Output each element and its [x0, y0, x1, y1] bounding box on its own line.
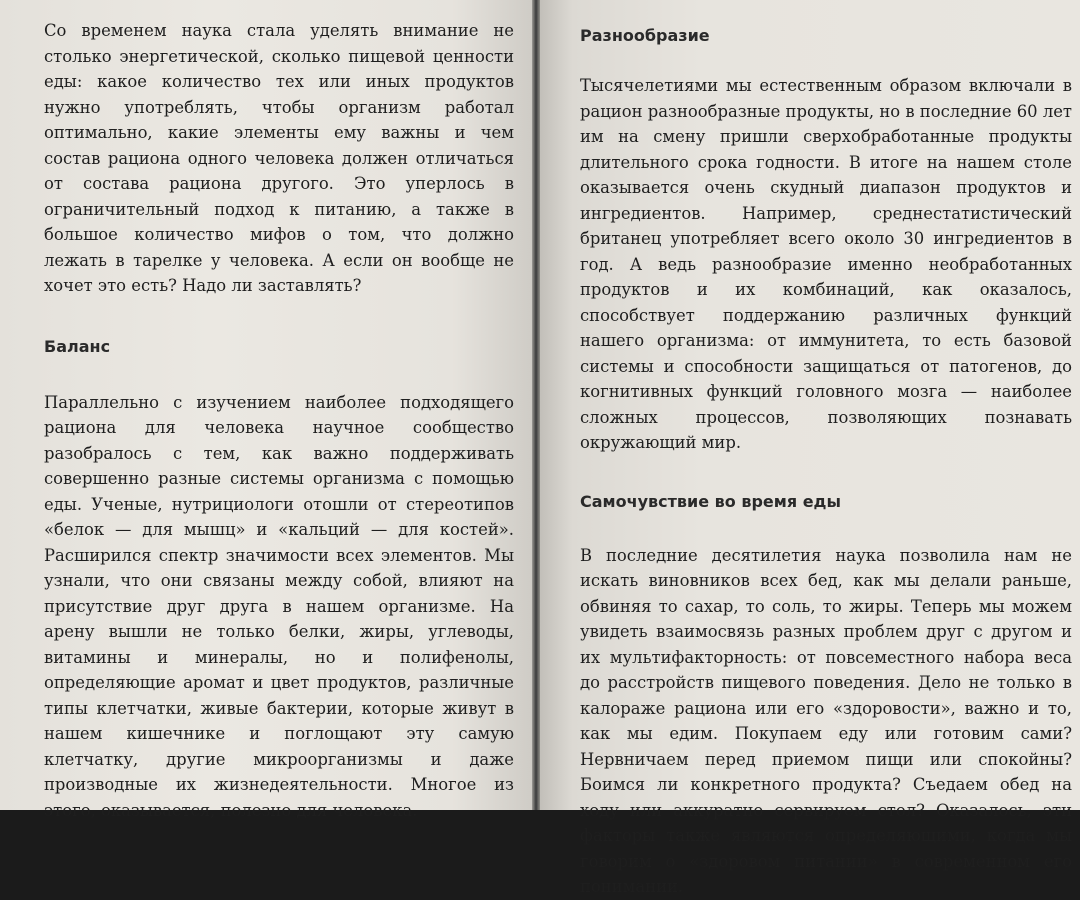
book-spine-gutter	[532, 0, 540, 810]
left-paragraph-balance: Параллельно с изучением наиболее подходящего рациона для человека научное сообщество разобралось с тем, как важно поддерживать совершенно разные системы организма с помощью еды. Ученые, нутрициологи отошли от стереотипов «белок — для мышц» и «кальций — для костей». Расширился спектр значимости всех элементов. Мы узнали, что они связаны между собой, влияют на присутствие друг друга в нашем организме. На арену вышли не только белки, жиры, углеводы, витамины и минералы, но и полифенолы, определяющие аромат и цвет продуктов, различные типы клетчатки, живые бактерии, которые живут в нашем кишечнике и поглощают эту самую клетчатку, другие микроорганизмы и даже производные их жизнедеятельности. Многое из этого, оказывается, полезно для человека.	[44, 392, 514, 820]
right-page	[540, 0, 1080, 896]
heading-wellbeing-while-eating: Самочувствие во время еды	[580, 491, 841, 511]
right-paragraph-wellbeing: В последние десятилетия наука позволила нам не искать виновников всех бед, как мы делали раньше, обвиняя то сахар, то соль, то жиры. Теперь мы можем увидеть взаимосвязь разных проблем друг с другом и их мультифакторность: от повсеместного набора веса до расстройств пищевого поведения. Дело не только в калораже рациона или его «здоровости», важно и то, как мы едим. Покупаем еду или готовим сами? Нервничаем перед приемом пищи или спокойны? Боимся ли конкретного продукта? Съедаем обед на ходу или аккуратно сервируем стол? Оказалось, эти факторы также являются определяющими, когда мы говорим о «здоровом питании» в современном его понимании.	[580, 545, 1072, 896]
heading-balance: Баланс	[44, 336, 111, 356]
heading-variety: Разнообразие	[580, 26, 710, 45]
left-paragraph-intro: Со временем наука стала уделять внимание не столько энергетической, сколько пищевой ценности еды: какое количество тех или иных продуктов нужно употреблять, чтобы организм работал оптимально, какие элементы ему важны и чем состав рациона одного человека должен отличаться от состава рациона другого. Это уперлось в ограничительный подход к питанию, а также в большое количество мифов о том, что должно лежать в тарелке у человека. А если он вообще не хочет это есть? Надо ли заставлять?	[44, 21, 514, 295]
left-page	[0, 0, 532, 820]
right-paragraph-variety: Тысячелетиями мы естественным образом включали в рацион разнообразные продукты, но в последние 60 лет им на смену пришли сверхобработанные продукты длительного срока годности. В итоге на нашем столе оказывается очень скудный диапазон продуктов и ингредиентов. Например, среднестатистический британец употребляет всего около 30 ингредиентов в год. А ведь разнообразие именно необработанных продуктов и их комбинаций, как оказалось, способствует поддержанию различных функций нашего организма: от иммунитета, то есть базовой системы и способности защищаться от патогенов, до когнитивных функций головного мозга — наиболее сложных процессов, позволяющих познавать окружающий мир.	[580, 76, 1072, 452]
